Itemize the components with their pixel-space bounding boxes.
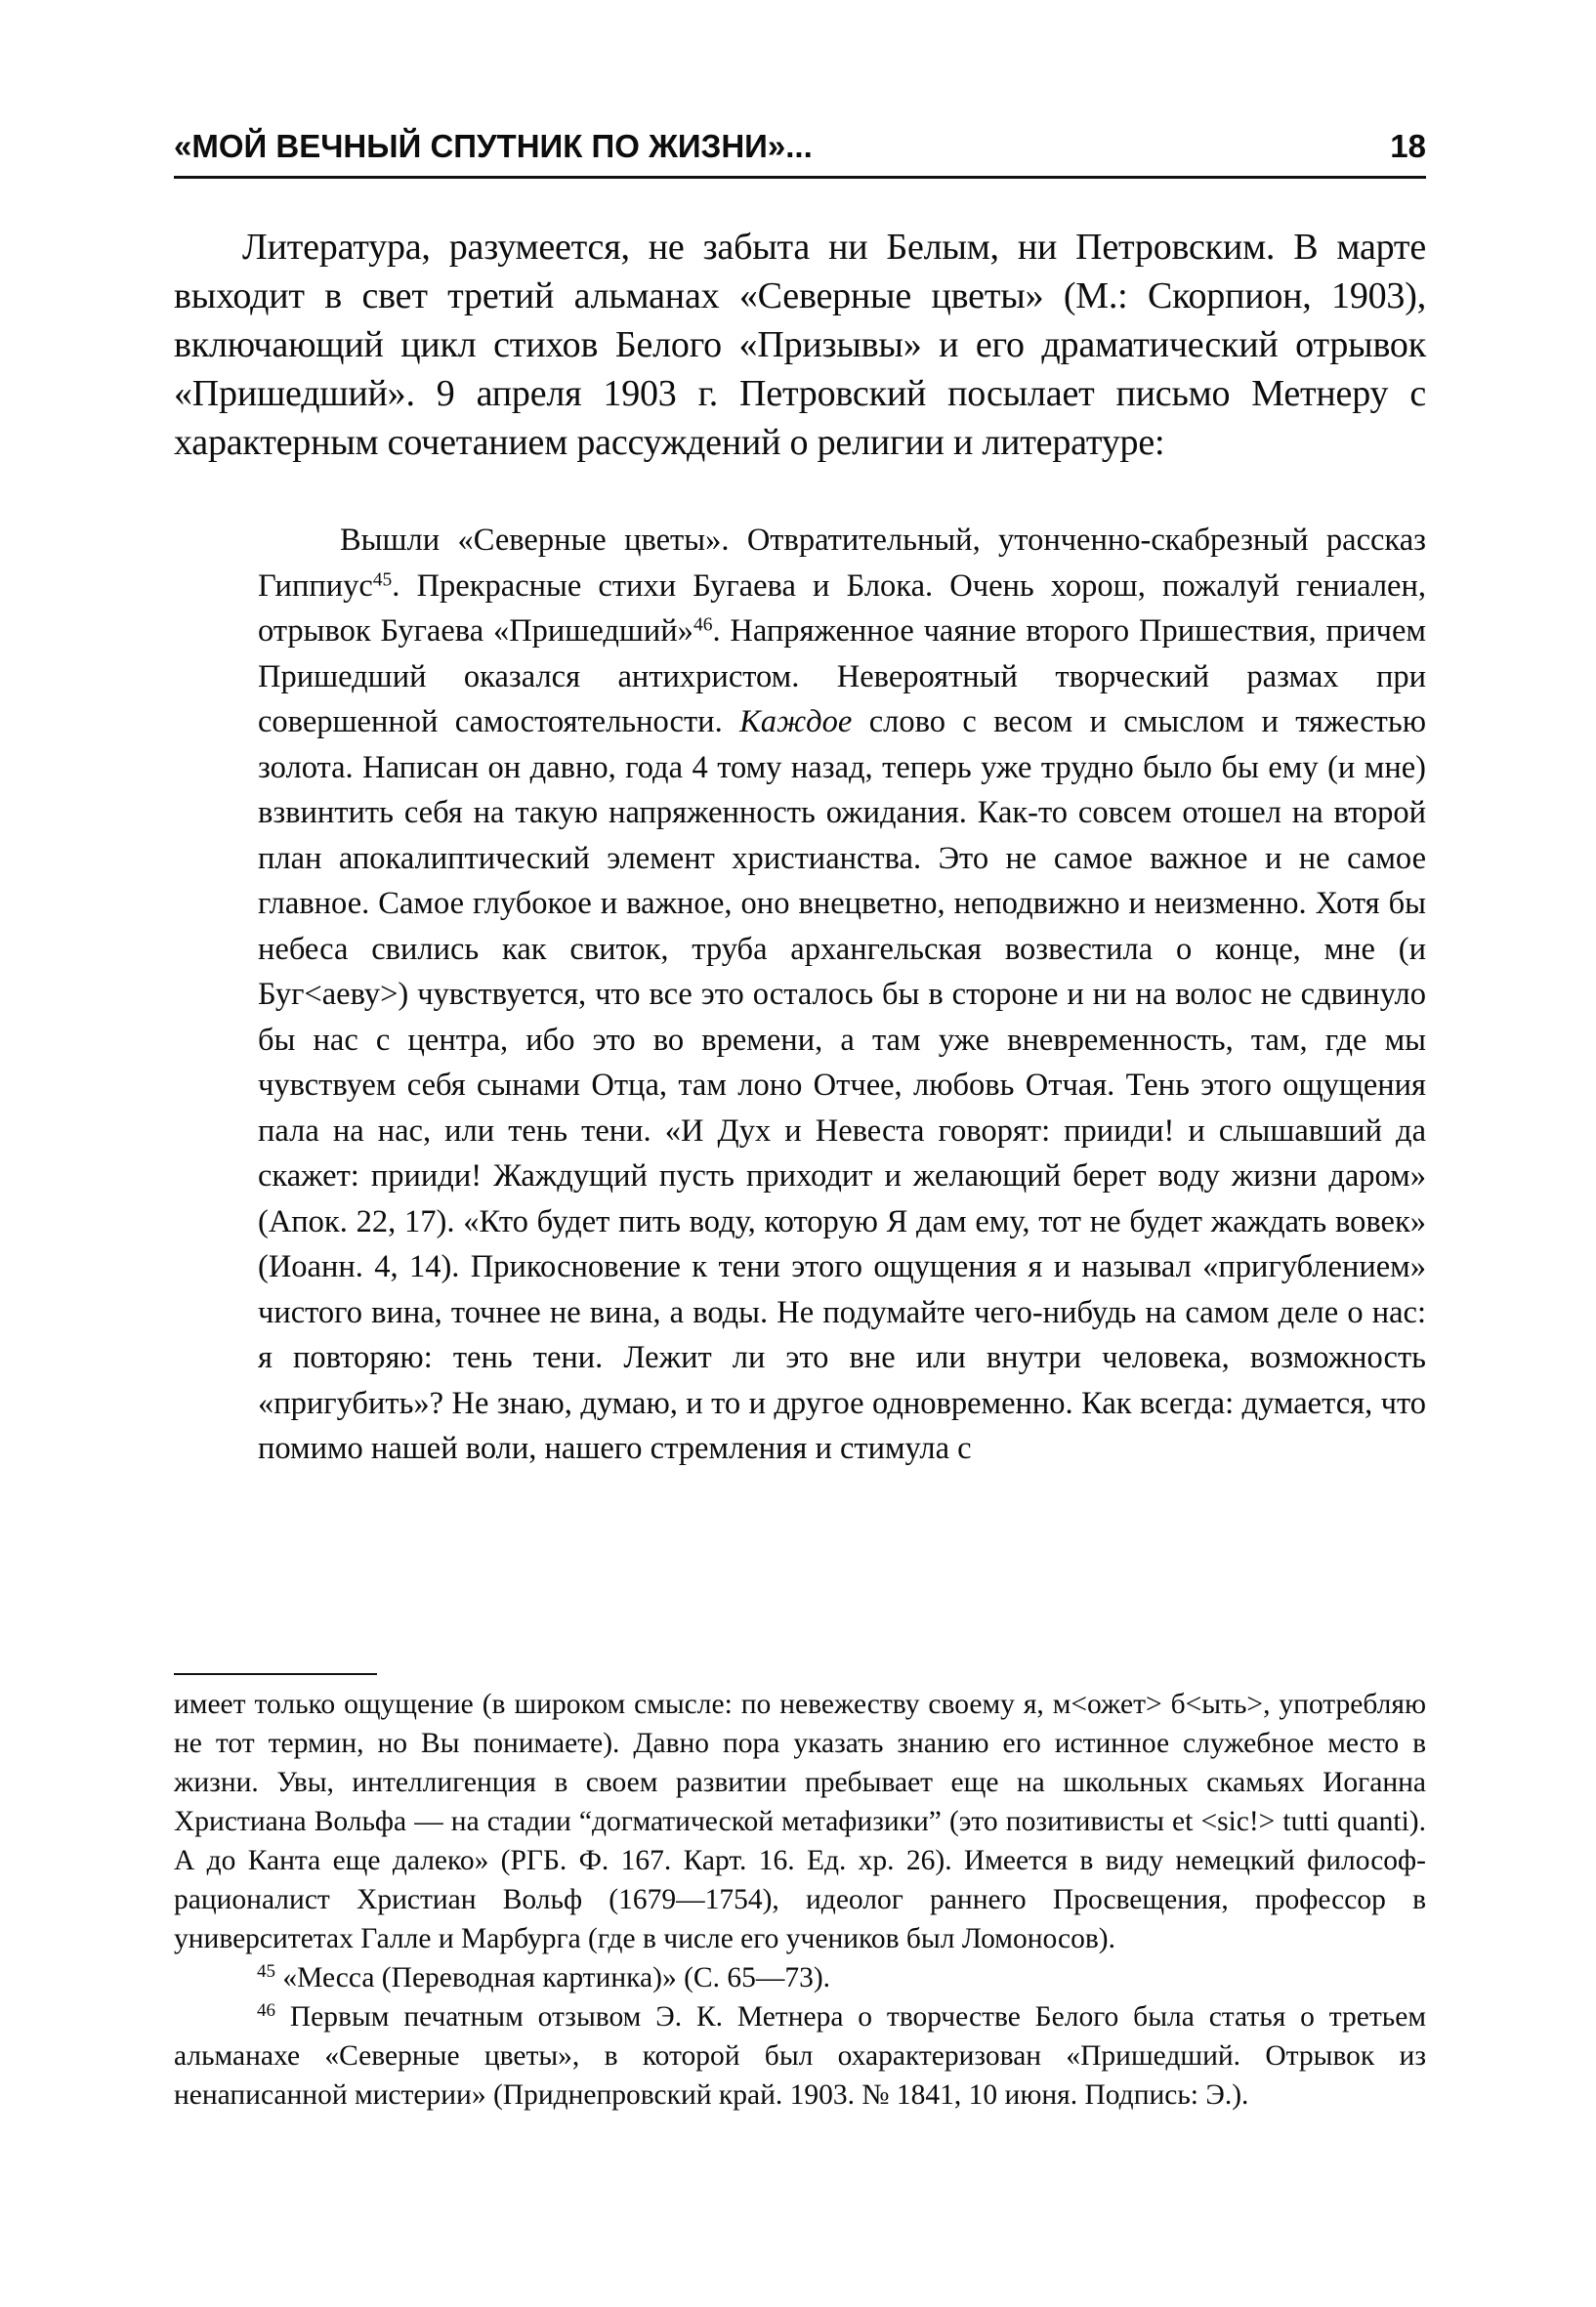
quote-text-3: . Напряженное чаяние второго Пришествия, причем Пришедший оказался антихристом. Невероятный творческий размах при совершенной самостоятельности. — [258, 613, 1427, 739]
quote-emphasis: Каждое — [739, 704, 853, 739]
quote-text-2: . Прекрасные стихи Бугаева и Блока. Очень хорош, пожалуй гениален, отрывок Бугаева «Пришедший» — [258, 567, 1426, 649]
letter-quote — [258, 518, 1426, 1472]
footnote-45-text: «Месса (Переводная картинка)» (С. 65—73). — [275, 1962, 831, 1993]
body-paragraph: Литература, разумеется, не забыта ни Белым, ни Петровским. В марте выходит в свет третий альманах «Северные цветы» (М.: Скорпион, 1903), включающий цикл стихов Белого «Призывы» и его драматический отрывок «Пришедший». 9 апреля 1903 г. Петровский посылает письмо Метнеру с характерным сочетанием рассуждений о религии и литературе: — [174, 227, 1426, 463]
footnote-ref-45: 45 — [372, 568, 393, 590]
quote-text-1: Вышли «Северные цветы». Отвратительный, утонченно-скабрезный рассказ Гиппиус — [258, 523, 1426, 604]
running-title: «МОЙ ВЕЧНЫЙ СПУТНИК ПО ЖИЗНИ»... — [174, 128, 813, 164]
page-header — [174, 119, 1426, 174]
header-rule — [174, 176, 1426, 179]
footnote-ref-46: 46 — [693, 614, 713, 636]
footnote-45-marker: 45 — [257, 1961, 275, 1982]
footnote-46 — [174, 1997, 1426, 2115]
quote-text-4: слово с весом и смыслом и тяжестью золота. Написан он давно, года 4 тому назад, теперь уже трудно было бы ему (и мне) взвинтить себя на такую напряженность ожидания. Как-то совсем отошел на второй план апокалиптический элемент христианства. Это не самое важное и не самое главное. Самое глубокое и важное, оно внецветно, неподвижно и неизменно. Хотя бы небеса свились как свиток, труба архангельская возвестила о конце, мне (и Буг<аеву>) чувствуется, что все это осталось бы в стороне и ни на волос не сдвинуло бы нас с центра, ибо это во времени, а там уже вневременность, там, где мы чувствуем себя сынами Отца, там лоно Отчее, любовь Отчая. Тень этого ощущения пала на нас, или тень тени. «И Дух и Невеста говорят: прииди! и слышавший да скажет: прииди! Жаждущий пусть приходит и желающий берет воду жизни даром» (Апок. 22, 17). «Кто будет пить воду, которую Я дам ему, тот не будет жаждать вовек» (Иоанн. 4, 14). Прикосновение к тени этого ощущения я и называл «пригублением» чистого вина, точнее не вина, а воды. Не подумайте чего-нибудь на самом деле о нас: я повторяю: тень тени. Лежит ли это вне или внутри человека, возможность «пригубить»? Не знаю, думаю, и то и другое одновременно. Как всегда: думается, что помимо нашей воли, нашего стремления и стимула с — [258, 704, 1426, 1466]
footnote-separator — [174, 1673, 377, 1675]
footnote-continuation: имеет только ощущение (в широком смысле: по невежеству своему я, м<ожет> б<ыть>, употребляю не тот термин, но Вы понимаете). Давно пора указать знанию его истинное служебное место в жизни. Увы, интеллигенция в своем развитии пребывает еще на школьных скамьях Иоганна Христиана Вольфа — на стадии “догматической метафизики” (это позитивисты et <sic!> tutti quanti). А до Канта еще далеко» (РГБ. Ф. 167. Карт. 16. Ед. хр. 26). Имеется в виду немецкий философ-рационалист Христиан Вольф (1679—1754), идеолог раннего Просвещения, профессор в университетах Галле и Марбурга (где в числе его учеников был Ломоносов). — [174, 1689, 1426, 1954]
footnote-46-text: Первым печатным отзывом Э. К. Метнера о творчестве Белого была статья о третьем альманахе «Северные цветы», в которой был охарактеризован «Пришедший. Отрывок из ненаписанной мистерии» (Приднепровский край. 1903. № 1841, 10 июня. Подпись: Э.). — [174, 2001, 1426, 2111]
footnote-45 — [174, 1958, 1426, 1997]
footnotes — [174, 1685, 1426, 2115]
page-number: 18 — [1390, 128, 1426, 164]
footnote-46-marker: 46 — [257, 2000, 275, 2021]
